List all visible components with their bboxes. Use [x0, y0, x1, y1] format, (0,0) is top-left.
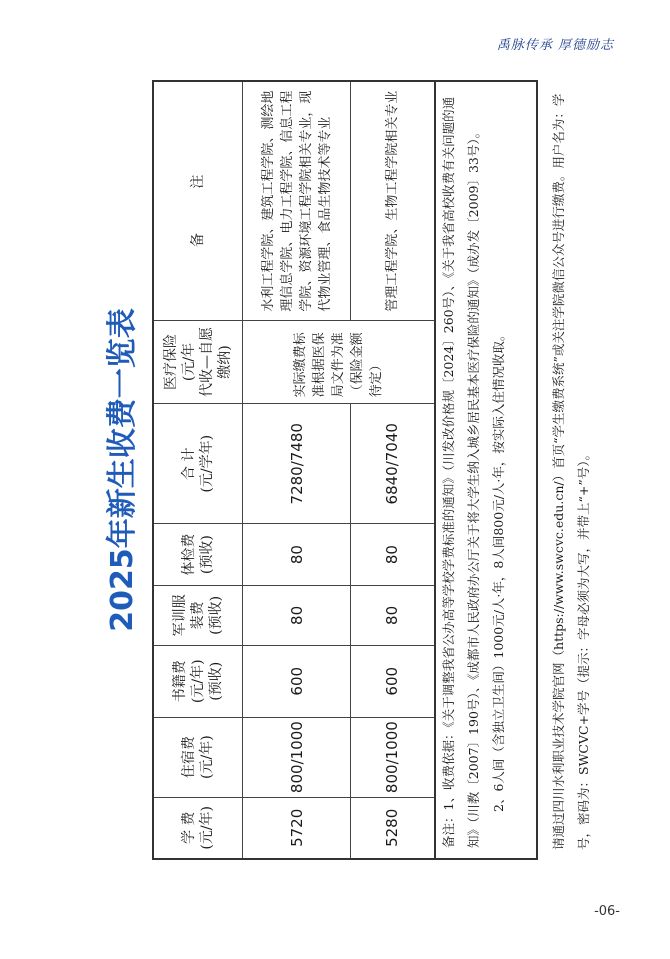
college-website-link[interactable]: https://www.swcvc.edu.cn/	[551, 481, 566, 650]
cell-tuition: 5720	[243, 797, 351, 859]
payment-instructions	[546, 80, 596, 860]
cell-accommodation: 800/1000	[351, 717, 435, 797]
cell-books: 600	[243, 645, 351, 717]
page-number: -06-	[594, 904, 620, 919]
cell-accommodation: 800/1000	[243, 717, 351, 797]
cell-total: 7280/7480	[243, 404, 351, 524]
cell-books: 600	[351, 645, 435, 717]
header-insurance: 医疗保险 (元/年 代收—自愿缴纳)	[153, 320, 243, 404]
cell-medical-exam: 80	[243, 524, 351, 586]
header-motto: 禹脉传承 厚德励志	[496, 38, 614, 53]
header-medical-exam: 体检费 (预收)	[153, 524, 243, 586]
cell-remarks: 水利工程学院、建筑工程学院、测绘地理信息学院、电力工程学院、信息工程学院、资源环境工程学院相关专业，现代物业管理、食品生物技术等专业	[243, 81, 351, 320]
table-row	[243, 81, 351, 859]
page-title: 2025年新生收费一览表	[105, 308, 140, 632]
header-total: 合 计 (元/学年)	[153, 404, 243, 524]
table-row	[351, 81, 435, 859]
cell-insurance-note: 实际缴费标准根据医保局文件为准（保险金额待定）	[243, 320, 435, 404]
cell-uniform: 80	[243, 586, 351, 646]
cell-uniform: 80	[351, 586, 435, 646]
rotated-content	[100, 80, 630, 860]
table-header-row	[153, 81, 243, 859]
footer-suffix: ）首页“学生缴费系统”或关注学院微信公众号进行缴费。用户名为：学号，密码为：SWCVC+学号（提示：字母必须为大写，并带上“+”号）。	[551, 93, 591, 850]
header-uniform: 军训服装费 (预收)	[153, 586, 243, 646]
cell-total: 6840/7040	[351, 404, 435, 524]
cell-tuition: 5280	[351, 797, 435, 859]
footer-prefix: 请通过四川水利职业技术学院官网（	[551, 649, 566, 850]
fee-table	[152, 80, 436, 860]
cell-medical-exam: 80	[351, 524, 435, 586]
header-remarks: 备 注	[153, 81, 243, 320]
notes-line-1: 备注：1、收费依据：《关于调整我省公办高等学校学费标准的通知》（川发改价格规〔2024〕260号）、《关于我省高校收费有关问题的通知》（川教〔2007〕190号）、《成都市人民政府办公厅关于将大学生纳入城乡居民基本医疗保险的通知》（成办发〔2009〕33号）。	[441, 96, 481, 848]
header-accommodation: 住宿费 (元/年)	[153, 717, 243, 797]
fee-notes	[430, 80, 538, 860]
notes-line-2: 2、6人间（含独立卫生间）1000元/人·年，8人间800元/人·年，按实际入住情况收取。	[491, 328, 506, 812]
header-tuition: 学 费 (元/年)	[153, 797, 243, 859]
cell-remarks: 管理工程学院、生物工程学院相关专业	[351, 81, 435, 320]
header-books: 书籍费 (元/年) (预收)	[153, 645, 243, 717]
